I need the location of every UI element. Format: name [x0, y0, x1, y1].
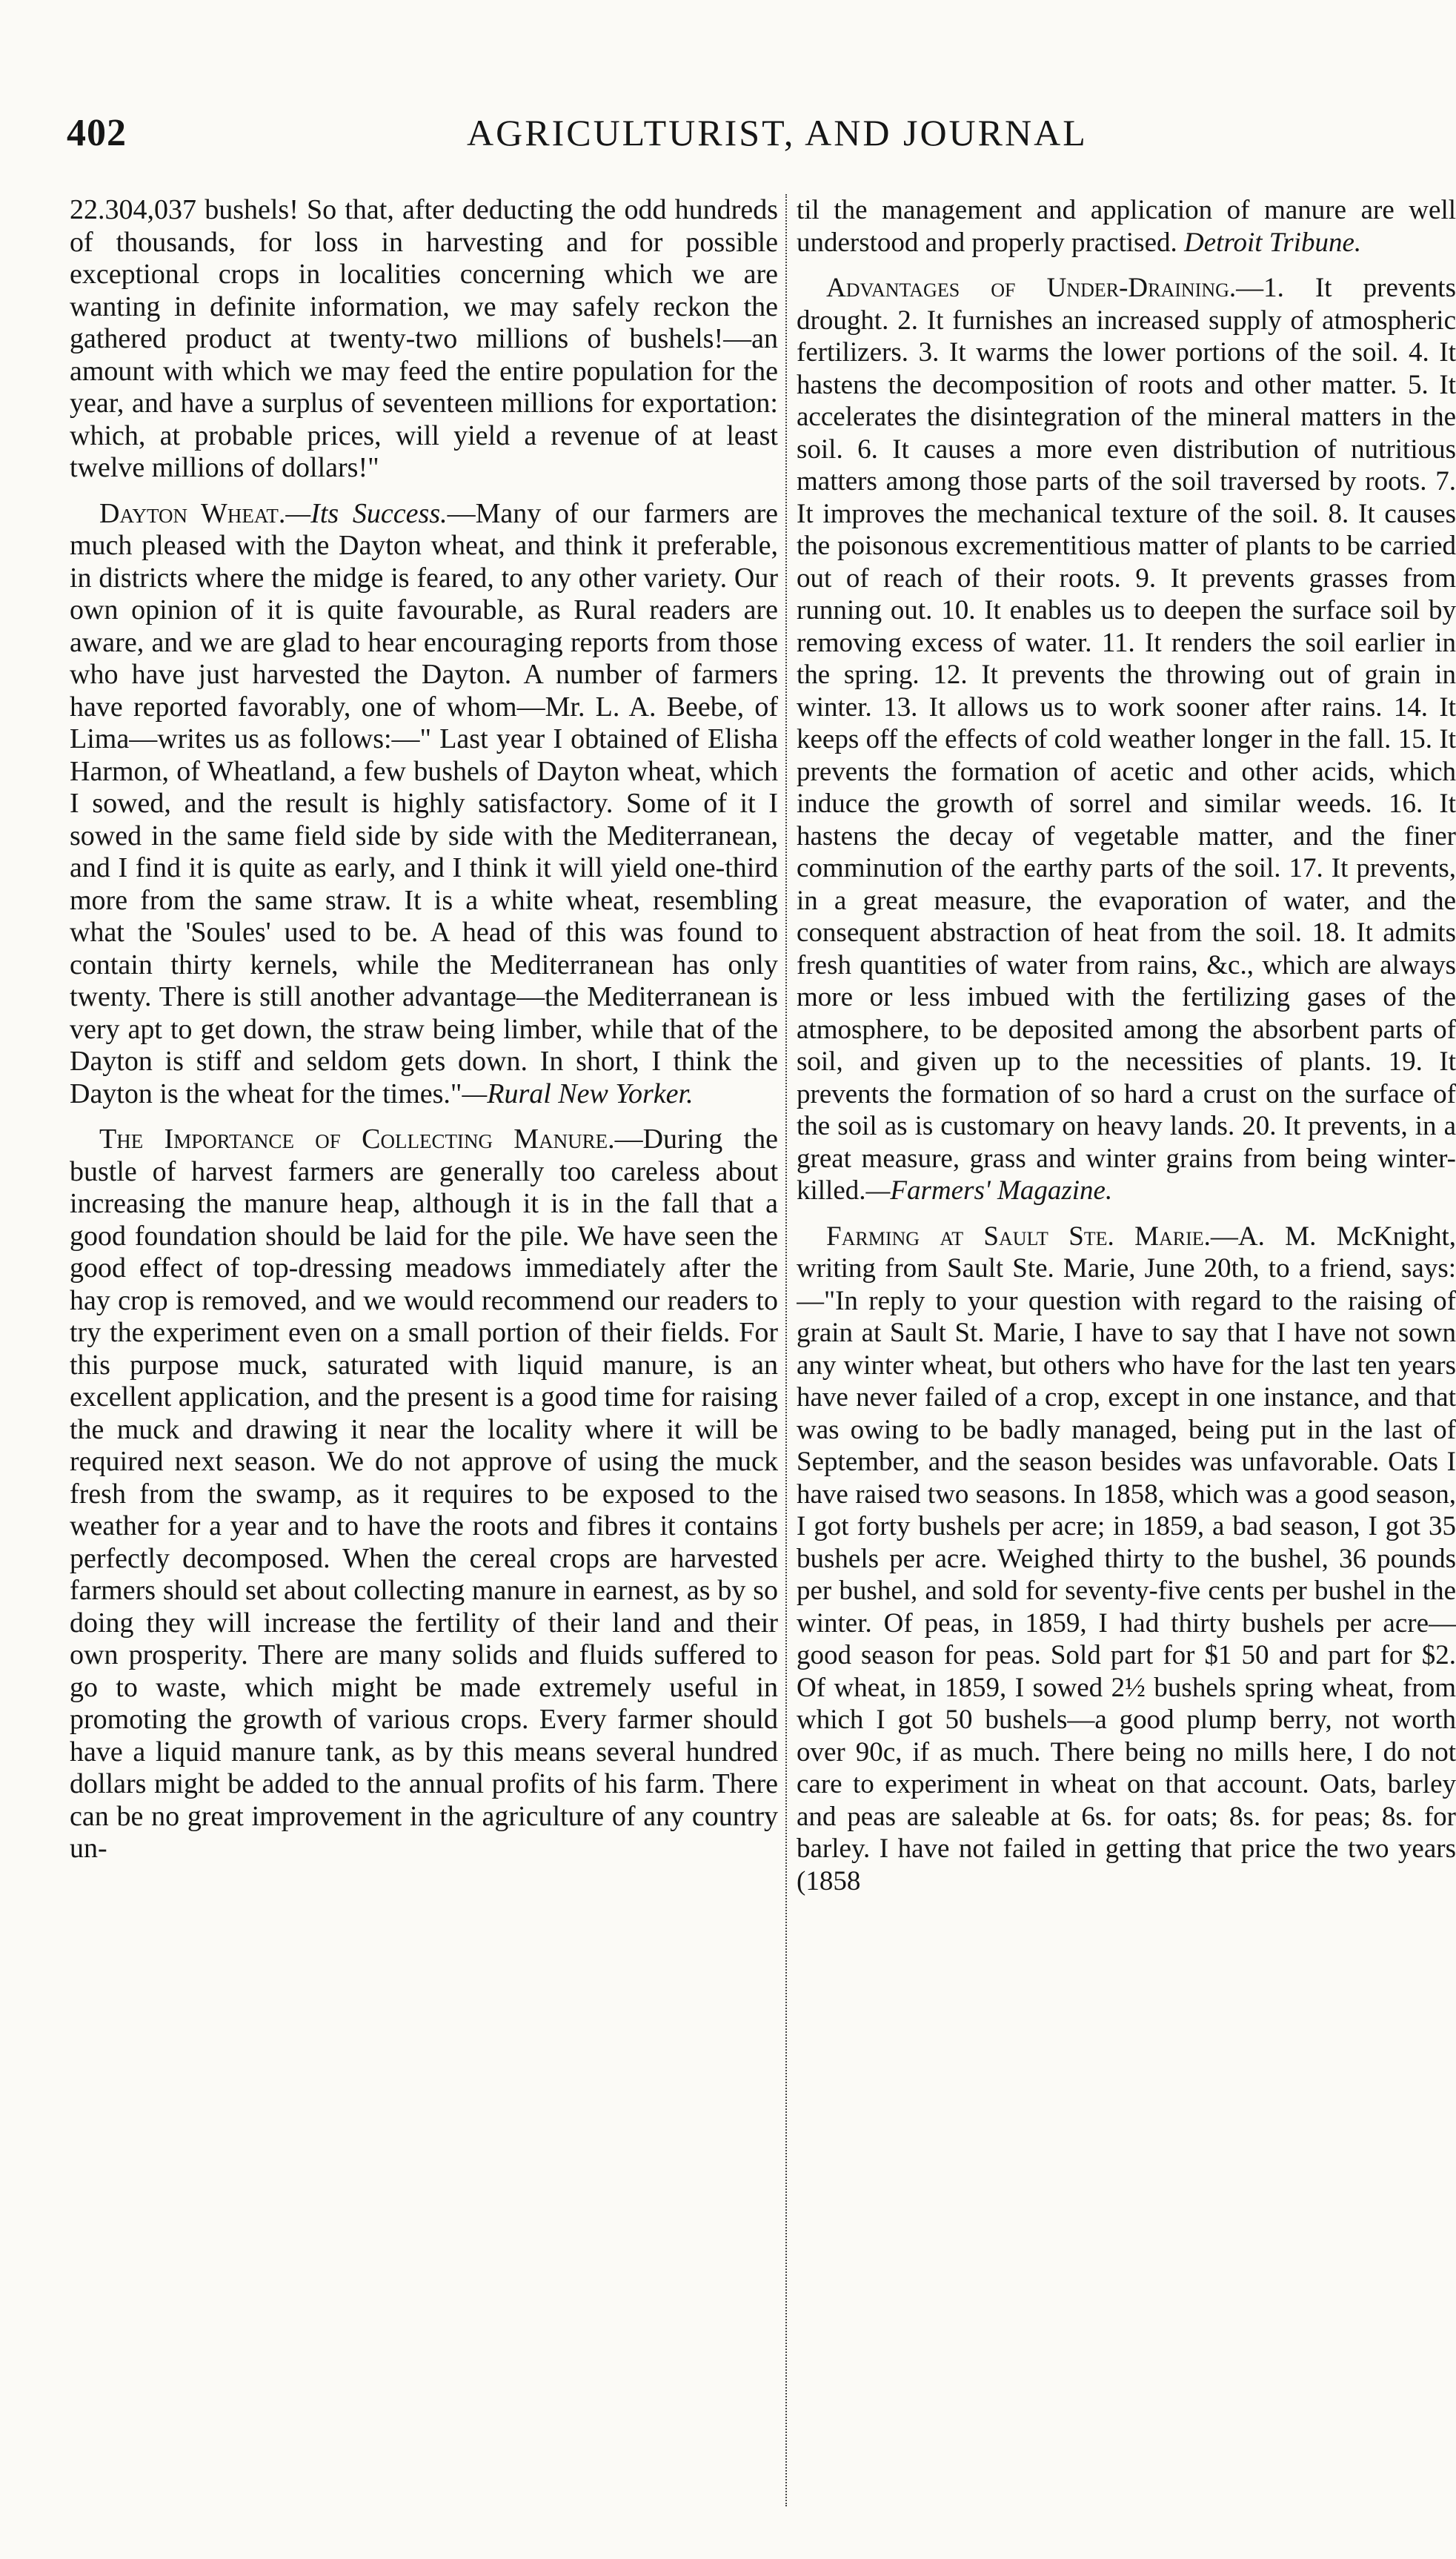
article-heading: Advantages of Under-Draining.	[826, 273, 1237, 303]
article-heading: Dayton Wheat.	[99, 497, 286, 529]
article-body: —Many of our farmers are much pleased with the Dayton wheat, and think it preferable, in districts where the midge is feared, to any other variety. Our own opinion of it is quite favourable, as Rural readers are aware, and we are glad to hear encouraging reports from those who have just harvested the Dayton. A number of farmers have reported favorably, one of whom—Mr. L. A. Beebe, of Lima—writes us as follows:—" Last year I obtained of Elisha Harmon, of Wheatland, a few bushels of Dayton wheat, which I sowed, and the result is highly satisfactory. Some of it I sowed in the same field side by side with the Mediterranean, and I find it is quite as early, and I think it will yield one-third more from the same straw. It is a white wheat, resembling what the 'Soules' used to be. A head of this was found to contain thirty kernels, while the Mediterranean has only twenty. There is still another advantage—the Mediterranean is very apt to get down, the straw being limber, while that of the Dayton is stiff and seldom gets down. In short, I think the Dayton is the wheat for the times."	[70, 497, 778, 1109]
article-continued-wheat-estimate	[70, 194, 778, 485]
page-header	[67, 111, 1400, 163]
article-source: —Farmers' Magazine.	[865, 1175, 1113, 1206]
running-title: AGRICULTURIST, AND JOURNAL	[467, 112, 1088, 153]
article-source: Detroit Tribune.	[1184, 227, 1362, 258]
column-divider	[785, 194, 787, 2506]
article-subheading: —Its Success.	[285, 497, 448, 529]
article-body: til the management and application of manure are well understood and properly practised.	[797, 195, 1456, 258]
article-body: —A. M. McKnight, writing from Sault Ste. Marie, June 20th, to a friend, says:—"In reply to your question with regard to the raising of grain at Sault St. Marie, I have to say that I have not sown any winter wheat, but others who have for the last ten years have never failed of a crop, except in one instance, and that was owing to be badly managed, being put in the last of September, and the season besides was unfavorable. Oats I have raised two seasons. In 1858, which was a good season, I got forty bushels per acre; in 1859, a bad season, I got 35 bushels per acre. Weighed thirty to the bushel, 36 pounds per bushel, and sold for seventy-five cents per bushel in the winter. Of peas, in 1859, I had thirty bushels per acre—good season for peas. Sold part for $1 50 and part for $2. Of wheat, in 1859, I sowed 2½ bushels spring wheat, from which I got 50 bushels—a good plump berry, not worth over 90c, if as much. There being no mills here, I do not care to experiment in wheat on that account. Oats, barley and peas are saleable at 6s. for oats; 8s. for peas; 8s. for barley. I have not failed in getting that price the two years (1858	[797, 1221, 1456, 1896]
article-under-draining	[797, 272, 1456, 1207]
article-source: —Rural New Yorker.	[462, 1078, 694, 1109]
article-collecting-manure	[70, 1123, 778, 1865]
article-heading: The Importance of Collecting Manure.	[99, 1123, 615, 1155]
article-continued-manure	[797, 194, 1456, 259]
left-column	[70, 194, 778, 2521]
article-body: 22.304,037 bushels! So that, after deducting the odd hundreds of thousands, for loss in harvesting and for possible exceptional crops in localities concerning which we are wanting in definite information, we may safely reckon the gathered product at twenty-two millions of bushels!—an amount with which we may feed the entire population for the year, and have a surplus of seventeen millions for exportation: which, at probable prices, will yield a revenue of at least twelve millions of dollars!"	[70, 194, 778, 483]
article-heading: Farming at Sault Ste. Marie.	[826, 1221, 1211, 1252]
article-body: —During the bustle of harvest farmers are generally too careless about increasing the manure heap, although it is in the fall that a good foundation should be laid for the pile. We have seen the good effect of top-dressing meadows immediately after the hay crop is removed, and we would recommend our readers to try the experiment even on a small portion of their fields. For this purpose muck, saturated with liquid manure, is an excellent application, and the present is a good time for raising the muck and drawing it near the locality where it will be required next season. We do not approve of using the muck fresh from the swamp, as it requires to be exposed to the weather for a year and to have the roots and fibres it contains perfectly decomposed. When the cereal crops are harvested farmers should set about collecting manure in earnest, as by so doing they will increase the fertility of their land and their own prosperity. There are many solids and fluids suffered to go to waste, which might be made extremely useful in promoting the growth of various crops. Every farmer should have a liquid manure tank, as by this means several hundred dollars might be added to the annual profits of his farm. There can be no great improvement in the agriculture of any country un-	[70, 1123, 778, 1864]
article-body: —1. It prevents drought. 2. It furnishes an increased supply of atmospheric fertilizers. 3. It warms the lower portions of the soil. 4. It hastens the decomposition of roots and other matter. 5. It accelerates the disintegration of the mineral matters in the soil. 6. It causes a more even distribution of nutritious matters among those parts of the soil traversed by roots. 7. It improves the mechanical texture of the soil. 8. It causes the poisonous excrementitious matter of plants to be carried out of reach of their roots. 9. It prevents grasses from running out. 10. It enables us to deepen the surface soil by removing excess of water. 11. It renders the soil earlier in the spring. 12. It prevents the throwing out of grain in winter. 13. It allows us to work sooner after rains. 14. It keeps off the effects of cold weather longer in the fall. 15. It prevents the formation of acetic and other acids, which induce the growth of sorrel and similar weeds. 16. It hastens the decay of vegetable matter, and the finer comminution of the earthy parts of the soil. 17. It prevents, in a great measure, the evaporation of water, and the consequent abstraction of heat from the soil. 18. It admits fresh quantities of water from rains, &c., which are always more or less imbued with the fertilizing gases of the atmosphere, to be deposited among the absorbent parts of soil, and given up to the necessities of plants. 19. It prevents the formation of so hard a crust on the surface of the soil as is customary on heavy lands. 20. It prevents, in a great measure, grass and winter grains from being winter-killed.	[797, 273, 1456, 1206]
article-sault-ste-marie	[797, 1221, 1456, 1898]
article-dayton-wheat	[70, 498, 778, 1111]
page-number: 402	[67, 112, 127, 154]
right-column	[797, 194, 1456, 2521]
